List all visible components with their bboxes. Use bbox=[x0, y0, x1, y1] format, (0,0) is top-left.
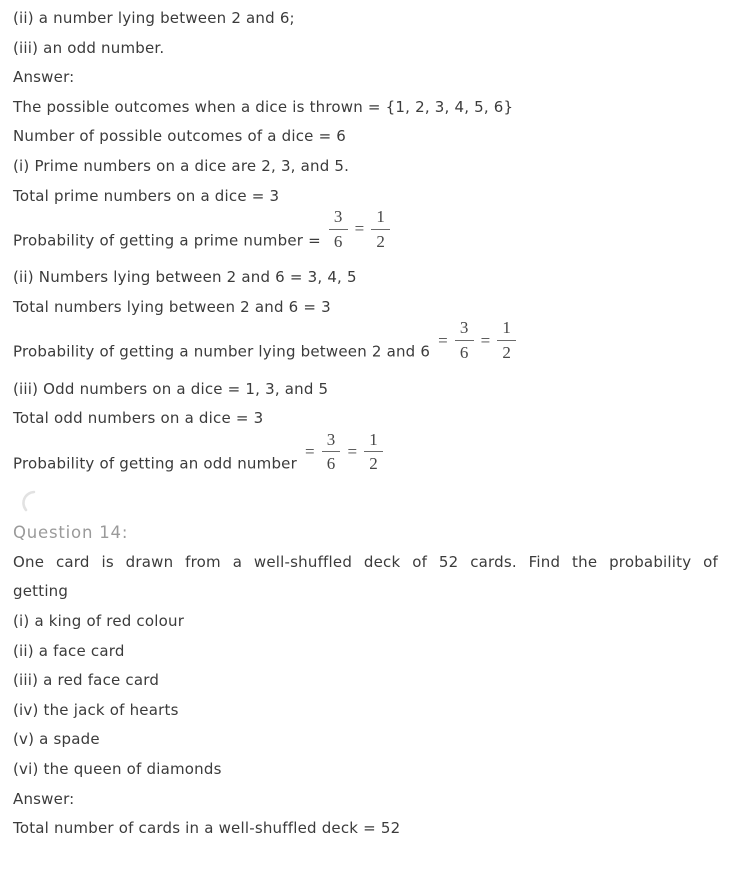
numerator: 3 bbox=[455, 318, 474, 341]
equals-icon: = bbox=[480, 330, 491, 350]
text-line: (iv) the jack of hearts bbox=[13, 700, 179, 719]
equals-icon: = bbox=[304, 441, 315, 461]
probability-equation-line bbox=[13, 429, 719, 486]
text-line: Answer: bbox=[13, 789, 75, 808]
equals-icon: = bbox=[347, 441, 358, 461]
denominator: 6 bbox=[333, 231, 343, 251]
text-line: Total prime numbers on a dice = 3 bbox=[13, 186, 280, 205]
text-line: Total number of cards in a well-shuffled deck = 52 bbox=[13, 819, 401, 838]
numerator: 3 bbox=[329, 207, 348, 230]
text-line: Number of possible outcomes of a dice = 6 bbox=[13, 127, 347, 146]
math-expression bbox=[329, 207, 390, 251]
probability-equation-line bbox=[13, 207, 719, 263]
denominator: 2 bbox=[502, 342, 512, 362]
equation-prefix: Probability of getting an odd number bbox=[13, 454, 297, 473]
text-line: (ii) a number lying between 2 and 6; bbox=[13, 9, 295, 27]
denominator: 2 bbox=[376, 231, 386, 251]
paragraph-line: getting bbox=[13, 582, 69, 601]
text-line: (iii) an odd number. bbox=[13, 38, 165, 57]
text-line: (iii) a red face card bbox=[13, 671, 160, 690]
crescent-icon bbox=[19, 490, 39, 512]
text-line: The possible outcomes when a dice is thrown = {1, 2, 3, 4, 5, 6} bbox=[13, 97, 514, 116]
text-line: (i) a king of red colour bbox=[13, 612, 185, 630]
text-line: (ii) Numbers lying between 2 and 6 = 3, 4, 5 bbox=[13, 268, 357, 287]
text-line: (v) a spade bbox=[13, 730, 100, 749]
equation-prefix: Probability of getting a prime number = bbox=[13, 231, 321, 250]
crescent-mark bbox=[19, 490, 719, 512]
numerator: 3 bbox=[322, 430, 341, 453]
text-line: (ii) a face card bbox=[13, 641, 125, 660]
probability-equation-line bbox=[13, 318, 719, 374]
question-heading: Question 14: bbox=[13, 522, 129, 542]
fraction bbox=[364, 430, 383, 474]
denominator: 6 bbox=[326, 454, 336, 474]
paragraph-line: One card is drawn from a well-shuffled deck of 52 cards. Find the probability of bbox=[13, 552, 718, 571]
equals-icon: = bbox=[354, 219, 365, 239]
numerator: 1 bbox=[497, 318, 516, 341]
fraction bbox=[455, 318, 474, 362]
text-line: (iii) Odd numbers on a dice = 1, 3, and 5 bbox=[13, 379, 329, 398]
fraction bbox=[371, 207, 390, 251]
numerator: 1 bbox=[371, 207, 390, 230]
fraction bbox=[329, 207, 348, 251]
fraction bbox=[322, 430, 341, 474]
text-line: (vi) the queen of diamonds bbox=[13, 759, 222, 778]
text-line: Total odd numbers on a dice = 3 bbox=[13, 409, 264, 428]
equals-icon: = bbox=[438, 330, 448, 350]
math-expression bbox=[305, 430, 383, 474]
equation-prefix: Probability of getting a number lying between 2 and 6 bbox=[13, 342, 431, 361]
text-line: Answer: bbox=[13, 68, 75, 87]
denominator: 6 bbox=[459, 342, 469, 362]
denominator: 2 bbox=[369, 454, 378, 474]
numerator: 1 bbox=[364, 430, 383, 453]
text-line: (i) Prime numbers on a dice are 2, 3, and 5. bbox=[13, 156, 350, 175]
fraction bbox=[497, 318, 516, 362]
math-expression bbox=[438, 318, 516, 362]
text-line: Total numbers lying between 2 and 6 = 3 bbox=[13, 297, 331, 316]
